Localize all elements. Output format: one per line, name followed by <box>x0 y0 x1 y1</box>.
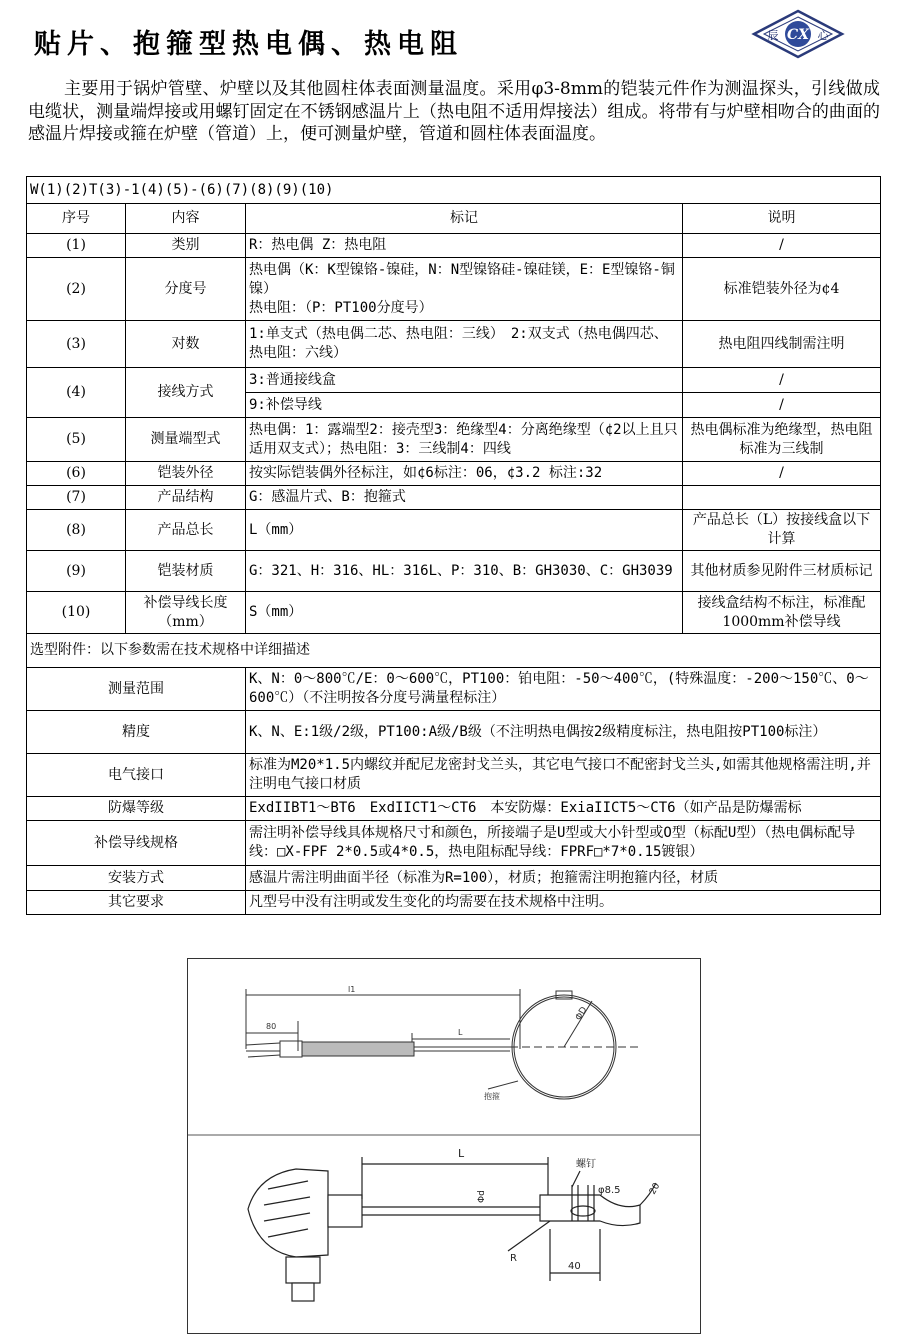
accessory-label: 防爆等级 <box>27 797 246 821</box>
accessory-label: 电气接口 <box>27 754 246 797</box>
width-label: 40 <box>568 1261 581 1272</box>
accessory-value: 需注明补偿导线具体规格尺寸和颜色，所接端子是U型或大小针型或O型（标配U型）（热电偶标配导线：□X-FPF 2*0.5或4*0.5，热电阻标配导线：FPRF□*7*0.15镀银） <box>246 821 881 866</box>
row-mark: G：感温片式、B：抱箍式 <box>246 486 683 510</box>
row-item: 产品总长 <box>126 510 246 551</box>
spec-table <box>26 176 881 915</box>
dim-total-label: l1 <box>348 985 356 994</box>
accessory-value: K、N：0～800℃/E：0～600℃，PT100：铂电阻：-50～400℃，(特殊温度：-200～150℃、0～600℃）（不注明按各分度号满量程标注） <box>246 668 881 711</box>
row-mark: L（mm） <box>246 510 683 551</box>
row-note: / <box>683 368 881 393</box>
row-mark: S（mm） <box>246 592 683 634</box>
row-note: 热电阻四线制需注明 <box>683 321 881 368</box>
accessory-label: 补偿导线规格 <box>27 821 246 866</box>
row-item: 补偿导线长度（mm） <box>126 592 246 634</box>
row-item: 对数 <box>126 321 246 368</box>
row-item: 测量端型式 <box>126 418 246 462</box>
dim-lead-label: 80 <box>266 1022 277 1031</box>
row-item: 接线方式 <box>126 368 246 418</box>
accessory-value: 标准为M20*1.5内螺纹并配尼龙密封戈兰头，其它电气接口不配密封戈兰头,如需其他规格需注明,并注明电气接口材质 <box>246 754 881 797</box>
row-mark: 热电偶（K：K型镍铬-镍硅，N：N型镍铬硅-镍硅镁，E：E型镍铬-铜镍） 热电阻：（P：PT100分度号） <box>246 258 683 321</box>
header-mark: 标记 <box>246 204 683 234</box>
row-note: 标准铠装外径为¢4 <box>683 258 881 321</box>
intro-paragraph: 主要用于锅炉管壁、炉壁以及其他圆柱体表面测量温度。采用φ3-8mm的铠装元件作为测温探头，引线做成电缆状，测量端焊接或用螺钉固定在不锈钢感温片上（热电阻不适用焊接法）组成。将带有与炉壁相吻合的曲面的感温片焊接或箍在炉壁（管道）上，便可测量炉壁，管道和圆柱体表面温度。 <box>28 79 880 144</box>
screw-label: 螺钉 <box>576 1159 596 1170</box>
row-no: (4) <box>27 368 126 418</box>
drawing-patch-type <box>248 1157 656 1301</box>
row-note: 产品总长（L）按接线盒以下计算 <box>683 510 881 551</box>
header-no: 序号 <box>27 204 126 234</box>
row-item: 铠装外径 <box>126 462 246 486</box>
angle-label: 20 <box>647 1181 663 1197</box>
row-note: 接线盒结构不标注，标准配1000mm补偿导线 <box>683 592 881 634</box>
row-no: (6) <box>27 462 126 486</box>
accessory-value: 感温片需注明曲面半径（标准为R=100），材质；抱箍需注明抱箍内径，材质 <box>246 866 881 891</box>
accessory-label: 精度 <box>27 711 246 754</box>
row-mark: R：热电偶 Z：热电阻 <box>246 234 683 258</box>
accessory-value: ExdIIBT1～BT6 ExdIICT1～CT6 本安防爆：ExiaIICT5～CT6（如产品是防爆需标 <box>246 797 881 821</box>
dim-small-d-label: Φd <box>477 1190 487 1203</box>
model-code: W(1)(2)T(3)-1(4)(5)-(6)(7)(8)(9)(10) <box>27 177 881 204</box>
row-no: (5) <box>27 418 126 462</box>
accessory-value: K、N、E:1级/2级，PT100:A级/B级（不注明热电偶按2级精度标注，热电阻按PT100标注） <box>246 711 881 754</box>
row-no: (9) <box>27 551 126 592</box>
svg-text:辰: 辰 <box>767 29 779 42</box>
row-item: 分度号 <box>126 258 246 321</box>
svg-text:心: 心 <box>817 29 829 42</box>
row-note: 热电偶标准为绝缘型，热电阻标准为三线制 <box>683 418 881 462</box>
clamp-band-label: 抱箍 <box>484 1092 500 1101</box>
dim-d-label: ΦD <box>573 1005 590 1023</box>
row-note <box>683 486 881 510</box>
page-title: 贴片、抱箍型热电偶、热电阻 <box>34 29 463 60</box>
row-note: / <box>683 462 881 486</box>
row-no: (2) <box>27 258 126 321</box>
accessory-label: 测量范围 <box>27 668 246 711</box>
row-item: 产品结构 <box>126 486 246 510</box>
row-no: (8) <box>27 510 126 551</box>
dim-l-label-2: L <box>458 1147 465 1160</box>
row-note: 其他材质参见附件三材质标记 <box>683 551 881 592</box>
header-note: 说明 <box>683 204 881 234</box>
row-no: (1) <box>27 234 126 258</box>
row-mark: 1:单支式（热电偶二芯、热电阻：三线） 2:双支式（热电偶四芯、热电阻：六线） <box>246 321 683 368</box>
row-note: / <box>683 234 881 258</box>
company-logo <box>750 8 846 60</box>
header-item: 内容 <box>126 204 246 234</box>
svg-text:CX: CX <box>786 27 810 43</box>
row-note-2: / <box>683 393 881 418</box>
accessory-label: 其它要求 <box>27 891 246 915</box>
row-item: 类别 <box>126 234 246 258</box>
row-mark: G：321、H：316、HL：316L、P：310、B：GH3030、C：GH3039 <box>246 551 683 592</box>
section-title: 选型附件：以下参数需在技术规格中详细描述 <box>27 634 881 668</box>
dim-l-label: L <box>458 1028 463 1037</box>
accessory-value: 凡型号中没有注明或发生变化的均需要在技术规格中注明。 <box>246 891 881 915</box>
row-mark: 按实际铠装偶外径标注，如¢6标注：06，¢3.2 标注:32 <box>246 462 683 486</box>
radius-label: R <box>510 1253 517 1264</box>
drawing-clamp-type <box>188 989 700 1135</box>
row-no: (3) <box>27 321 126 368</box>
row-no: (7) <box>27 486 126 510</box>
hole-dim-label: φ8.5 <box>598 1185 621 1196</box>
technical-drawing <box>187 958 701 1334</box>
row-mark: 热电偶：1：露端型2：接壳型3：绝缘型4：分离绝缘型（¢2以上且只适用双支式）；热电阻：3：三线制4：四线 <box>246 418 683 462</box>
accessory-label: 安装方式 <box>27 866 246 891</box>
row-item: 铠装材质 <box>126 551 246 592</box>
row-mark: 3:普通接线盒 <box>246 368 683 393</box>
row-mark-2: 9:补偿导线 <box>246 393 683 418</box>
row-no: (10) <box>27 592 126 634</box>
